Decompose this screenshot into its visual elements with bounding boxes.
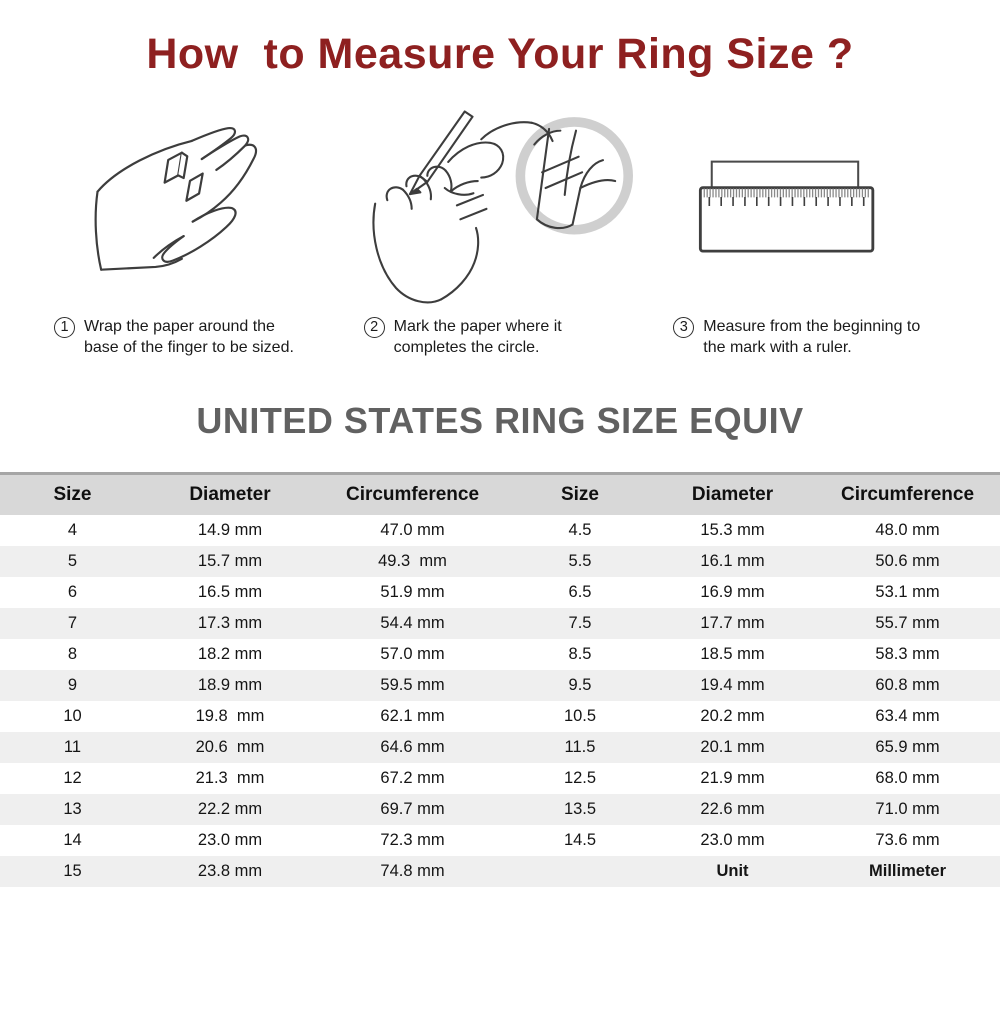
table-cell: 15 — [0, 856, 145, 887]
table-cell: 22.2 mm — [145, 794, 315, 825]
measurement-steps — [0, 108, 1000, 358]
table-cell: 10.5 — [563, 706, 597, 725]
step-3-number-badge: 3 — [673, 317, 694, 338]
table-cell: 20.1 mm — [650, 732, 815, 763]
table-cell: Unit — [650, 856, 815, 887]
table-cell: 18.5 mm — [700, 644, 765, 663]
table-cell: 23.8 mm — [145, 856, 315, 887]
table-cell: 53.1 mm — [875, 582, 940, 601]
ruler-icon — [667, 108, 952, 308]
table-cell: 13.5 — [510, 794, 650, 825]
table-cell: 6 — [67, 582, 78, 601]
table-row — [0, 546, 1000, 577]
ring-size-table-body — [0, 515, 1000, 887]
table-cell: 73.6 mm — [875, 830, 940, 849]
table-cell: 51.9 mm — [380, 582, 445, 601]
table-cell: 18.2 mm — [197, 644, 263, 663]
step-3-caption — [667, 316, 952, 358]
table-cell: 15.3 mm — [700, 520, 765, 539]
col-header-circumference-left: Circumference — [315, 473, 510, 515]
hands-marking-paper-with-pencil-illustration — [358, 108, 643, 308]
table-cell: 48.0 mm — [875, 520, 940, 539]
table-cell: 11 — [0, 732, 145, 763]
table-row — [0, 794, 1000, 825]
table-cell: 14.9 mm — [197, 520, 263, 539]
table-cell: 5 — [0, 546, 145, 577]
table-cell: 21.9 mm — [700, 768, 765, 787]
page-title: How to Measure Your Ring Size ? — [146, 30, 854, 78]
table-cell: 9.5 — [510, 670, 650, 701]
table-cell: 15.7 mm — [145, 546, 315, 577]
step-2 — [358, 108, 643, 358]
step-1-number-badge: 1 — [54, 317, 75, 338]
table-cell: 69.7 mm — [315, 794, 510, 825]
table-cell: 17.3 mm — [145, 608, 315, 639]
table-cell: 72.3 mm — [380, 830, 445, 849]
table-cell: 16.1 mm — [650, 546, 815, 577]
table-cell: 4.5 — [568, 520, 592, 539]
table-cell: 63.4 mm — [875, 706, 940, 725]
step-3 — [667, 108, 952, 358]
step-1 — [48, 108, 333, 358]
table-cell: 7.5 — [510, 608, 650, 639]
step-2-number-badge: 2 — [364, 317, 385, 338]
table-cell: 16.9 mm — [700, 582, 765, 601]
hand-wrap-icon — [54, 108, 326, 308]
table-cell: 50.6 mm — [815, 546, 1000, 577]
step-2-caption — [358, 316, 643, 358]
table-row — [0, 856, 1000, 887]
table-cell: 16.5 mm — [197, 582, 263, 601]
step-3-caption-text: Measure from the beginning to the mark with a ruler. — [703, 317, 921, 356]
table-cell: 4 — [67, 520, 78, 539]
table-cell: 49.3 mm — [315, 546, 510, 577]
step-1-caption — [48, 316, 333, 358]
table-row — [0, 577, 1000, 608]
table-cell: 10 — [63, 706, 82, 725]
table-header-row — [0, 473, 1000, 515]
table-cell: 7 — [0, 608, 145, 639]
table-cell: 20.2 mm — [700, 706, 765, 725]
col-header-circumference-right: Circumference — [815, 473, 1000, 515]
table-cell: 22.6 mm — [650, 794, 815, 825]
table-cell: 21.3 mm — [195, 768, 265, 787]
table-cell: 12.5 — [563, 768, 597, 787]
table-cell: 19.8 mm — [195, 706, 265, 725]
table-cell: 65.9 mm — [815, 732, 1000, 763]
table-row — [0, 732, 1000, 763]
hand-with-paper-strip-illustration — [48, 108, 333, 308]
step-1-caption-text: Wrap the paper around the base of the finger to be sized. — [84, 317, 294, 356]
table-cell: 19.4 mm — [650, 670, 815, 701]
table-cell: 20.6 mm — [145, 732, 315, 763]
table-cell: 14.5 — [563, 830, 597, 849]
table-cell: 13 — [0, 794, 145, 825]
table-row — [0, 825, 1000, 856]
ruler-measuring-paper-illustration — [667, 108, 952, 308]
col-header-size-left: Size — [0, 473, 145, 515]
table-cell: 14 — [63, 830, 82, 849]
table-cell: 12 — [63, 768, 82, 787]
table-heading: UNITED STATES RING SIZE EQUIV — [196, 400, 804, 442]
table-cell: 23.0 mm — [197, 830, 263, 849]
table-cell: 67.2 mm — [380, 768, 445, 787]
table-cell: 58.3 mm — [875, 644, 940, 663]
table-row — [0, 701, 1000, 732]
table-cell: Millimeter — [815, 856, 1000, 887]
table-row — [0, 670, 1000, 701]
step-2-caption-text: Mark the paper where it completes the circle. — [393, 317, 562, 356]
table-cell: 23.0 mm — [700, 830, 765, 849]
table-cell: 11.5 — [510, 732, 650, 763]
table-cell — [510, 856, 650, 887]
col-header-diameter-right: Diameter — [650, 473, 815, 515]
table-cell: 55.7 mm — [815, 608, 1000, 639]
hand-mark-icon — [358, 108, 643, 308]
table-cell: 74.8 mm — [315, 856, 510, 887]
col-header-diameter-left: Diameter — [145, 473, 315, 515]
table-row — [0, 515, 1000, 546]
table-cell: 5.5 — [510, 546, 650, 577]
table-cell: 8 — [67, 644, 78, 663]
table-row — [0, 763, 1000, 794]
table-cell: 71.0 mm — [815, 794, 1000, 825]
table-cell: 47.0 mm — [380, 520, 445, 539]
table-cell: 57.0 mm — [380, 644, 445, 663]
table-cell: 60.8 mm — [815, 670, 1000, 701]
table-row — [0, 608, 1000, 639]
table-cell: 18.9 mm — [145, 670, 315, 701]
table-cell: 68.0 mm — [875, 768, 940, 787]
table-cell: 17.7 mm — [650, 608, 815, 639]
table-cell: 8.5 — [568, 644, 592, 663]
col-header-size-right: Size — [510, 473, 650, 515]
table-cell: 64.6 mm — [315, 732, 510, 763]
table-cell: 62.1 mm — [380, 706, 445, 725]
table-cell: 59.5 mm — [315, 670, 510, 701]
ring-size-table — [0, 472, 1000, 887]
table-cell: 6.5 — [568, 582, 592, 601]
table-row — [0, 639, 1000, 670]
table-cell: 54.4 mm — [315, 608, 510, 639]
table-cell: 9 — [0, 670, 145, 701]
